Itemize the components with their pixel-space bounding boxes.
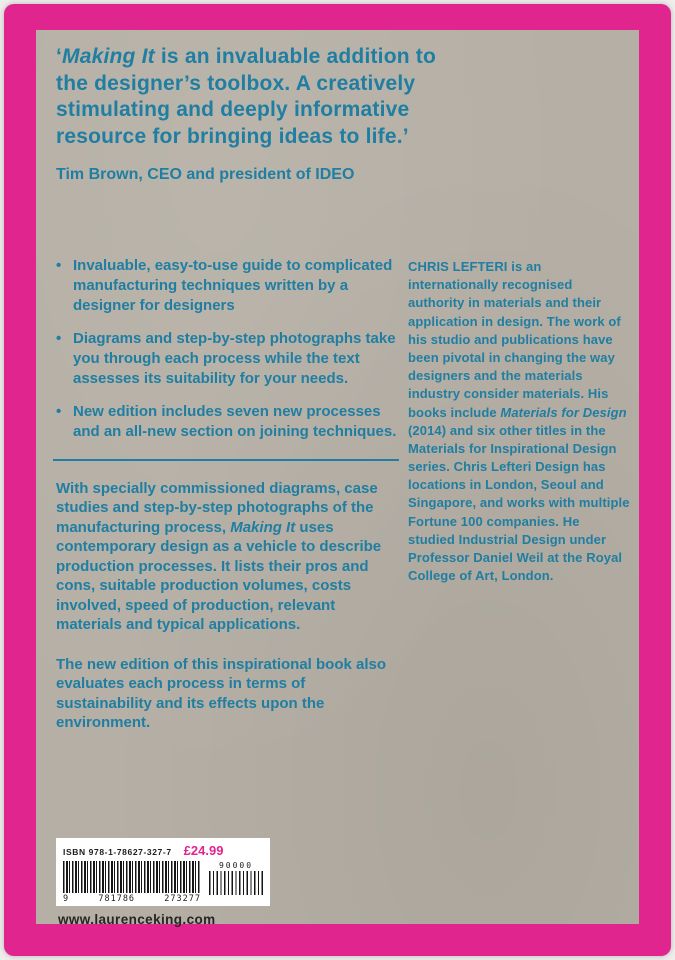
bullet-item: • Invaluable, easy-to-use guide to complicated manufacturing techniques written by a designer for designers xyxy=(56,256,398,316)
quote-text xyxy=(56,44,446,151)
isbn-text: ISBN 978-1-78627-327-7 xyxy=(63,847,172,857)
body-p1-title-italic: Making It xyxy=(230,518,296,536)
body-p1-part1: With specially commissioned diagrams, case studies and step-by-step photographs of the manufacturing process, xyxy=(56,479,378,536)
inner-panel xyxy=(36,30,639,927)
isbn-row xyxy=(63,843,263,858)
bullet-item: • New edition includes seven new processes and an all-new section on joining techniques. xyxy=(56,402,398,442)
bio-part2: (2014) and six other titles in the Materials for Inspirational Design series. Chris Lefteri Design has locations in London, Seoul and Singapore, and works with multiple Fortune 100 companies. He studied Industrial Design under Professor Daniel Weil at the Royal College of Art, London. xyxy=(408,422,630,584)
quote-rest: is an invaluable addition to the designer’s toolbox. A creatively stimulating and deeply informative resource for bringing ideas to life.’ xyxy=(56,45,437,148)
body-p1-part2: uses contemporary design as a vehicle to describe production processes. It lists their pros and cons, suitable production volumes, costs involved, speed of production, relevant materials and typical applications. xyxy=(56,518,382,633)
body-paragraph-2: The new edition of this inspirational book also evaluates each process in terms of sustainability and its effects upon the environment. xyxy=(56,655,387,731)
bio-title-italic: Materials for Design xyxy=(500,404,627,420)
divider-rule xyxy=(53,459,399,461)
author-bio-column xyxy=(408,258,630,585)
author-bio-text xyxy=(408,258,630,585)
left-column xyxy=(56,256,398,733)
quote-open: ‘ xyxy=(56,45,63,68)
barcode-lead-digit: 9 xyxy=(63,894,70,904)
quote-attribution: Tim Brown, CEO and president of IDEO xyxy=(56,165,355,183)
barcode-digit-group: 273277 xyxy=(164,894,201,904)
barcode-main xyxy=(63,861,201,904)
barcode-digits xyxy=(63,894,201,904)
barcode-addon-digits: 90000 xyxy=(218,861,254,870)
website-text: www.laurenceking.com xyxy=(58,912,216,927)
price-text: £24.99 xyxy=(183,843,224,858)
barcode-addon xyxy=(209,861,263,904)
barcode-box xyxy=(56,838,270,906)
barcode-row xyxy=(63,861,263,904)
book-back-cover xyxy=(4,4,671,956)
quote-title-italic: Making It xyxy=(62,45,155,68)
barcode-digit-group: 781786 xyxy=(98,894,136,904)
barcode-addon-icon xyxy=(209,871,263,895)
body-paragraph-1 xyxy=(56,479,398,635)
bullet-item: • Diagrams and step-by-step photographs take you through each process while the text assesses its suitability for your needs. xyxy=(56,329,398,389)
bio-part1: CHRIS LEFTERI is an internationally recognised authority in materials and their application in design. The work of his studio and publications have been pivotal in changing the way designers and the materials industry consider materials. His books include xyxy=(408,259,621,420)
barcode-icon xyxy=(63,861,201,893)
quote-block xyxy=(56,44,446,184)
bullet-list xyxy=(56,256,398,442)
